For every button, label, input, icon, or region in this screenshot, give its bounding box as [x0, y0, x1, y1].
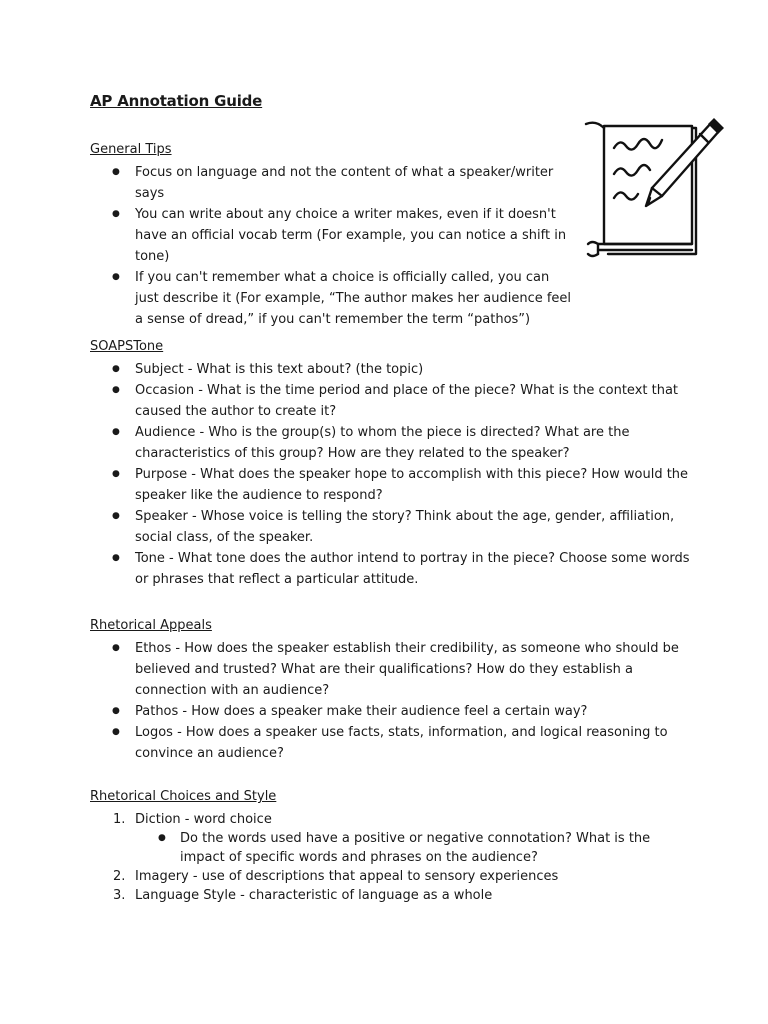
list-item: ● Speaker - Whose voice is telling the story? Think about the age, gender, affiliation, social class, of the speaker.: [90, 506, 690, 548]
list-item: ● Focus on language and not the content of what a speaker/writer says: [90, 162, 575, 204]
item-text: Imagery - use of descriptions that appeal to sensory experiences: [135, 869, 559, 884]
rhetorical-choices-heading: Rhetorical Choices and Style: [90, 789, 277, 804]
soapstone-heading: SOAPSTone: [90, 339, 164, 354]
notebook-pen-icon: [584, 114, 726, 262]
list-item: [90, 886, 690, 905]
rhetorical-appeals-heading: Rhetorical Appeals: [90, 618, 212, 633]
list-item: [90, 810, 690, 867]
item-number: 2.: [113, 869, 126, 884]
item-number: 3.: [113, 888, 126, 903]
list-item: ● Pathos - How does a speaker make their audience feel a certain way?: [90, 701, 690, 722]
list-item: ● Occasion - What is the time period and place of the piece? What is the context that caused the author to create it?: [90, 380, 690, 422]
rhetorical-choices-list: [90, 810, 690, 905]
list-item: ● You can write about any choice a writer makes, even if it doesn't have an official vocab term (For example, you can notice a shift in tone): [90, 204, 575, 267]
list-item: ● Logos - How does a speaker use facts, stats, information, and logical reasoning to convince an audience?: [90, 722, 690, 764]
diction-sublist: [135, 829, 690, 867]
list-item: ● Audience - Who is the group(s) to whom the piece is directed? What are the characteristics of this group? How are they related to the speaker?: [90, 422, 690, 464]
list-item: ● Do the words used have a positive or negative connotation? What is the impact of specific words and phrases on the audience?: [135, 829, 690, 867]
list-item: ● Ethos - How does the speaker establish their credibility, as someone who should be believed and trusted? What are their qualifications? How do they establish a connection with an audience?: [90, 638, 690, 701]
list-item: ● Tone - What tone does the author intend to portray in the piece? Choose some words or phrases that reflect a particular attitude.: [90, 548, 690, 590]
list-item: ● Subject - What is this text about? (the topic): [90, 359, 690, 380]
item-text: Diction - word choice: [135, 812, 272, 827]
item-number: 1.: [113, 812, 126, 827]
soapstone-list: [90, 359, 690, 590]
page-title: AP Annotation Guide: [90, 92, 263, 110]
general-tips-heading: General Tips: [90, 142, 172, 157]
rhetorical-appeals-list: [90, 638, 690, 764]
item-text: Language Style - characteristic of language as a whole: [135, 888, 493, 903]
general-tips-list: [90, 162, 575, 330]
list-item: [90, 867, 690, 886]
list-item: ● If you can't remember what a choice is officially called, you can just describe it (For example, “The author makes her audience feel a sense of dread,” if you can't remember the term “pathos”): [90, 267, 575, 330]
list-item: ● Purpose - What does the speaker hope to accomplish with this piece? How would the speaker like the audience to respond?: [90, 464, 690, 506]
